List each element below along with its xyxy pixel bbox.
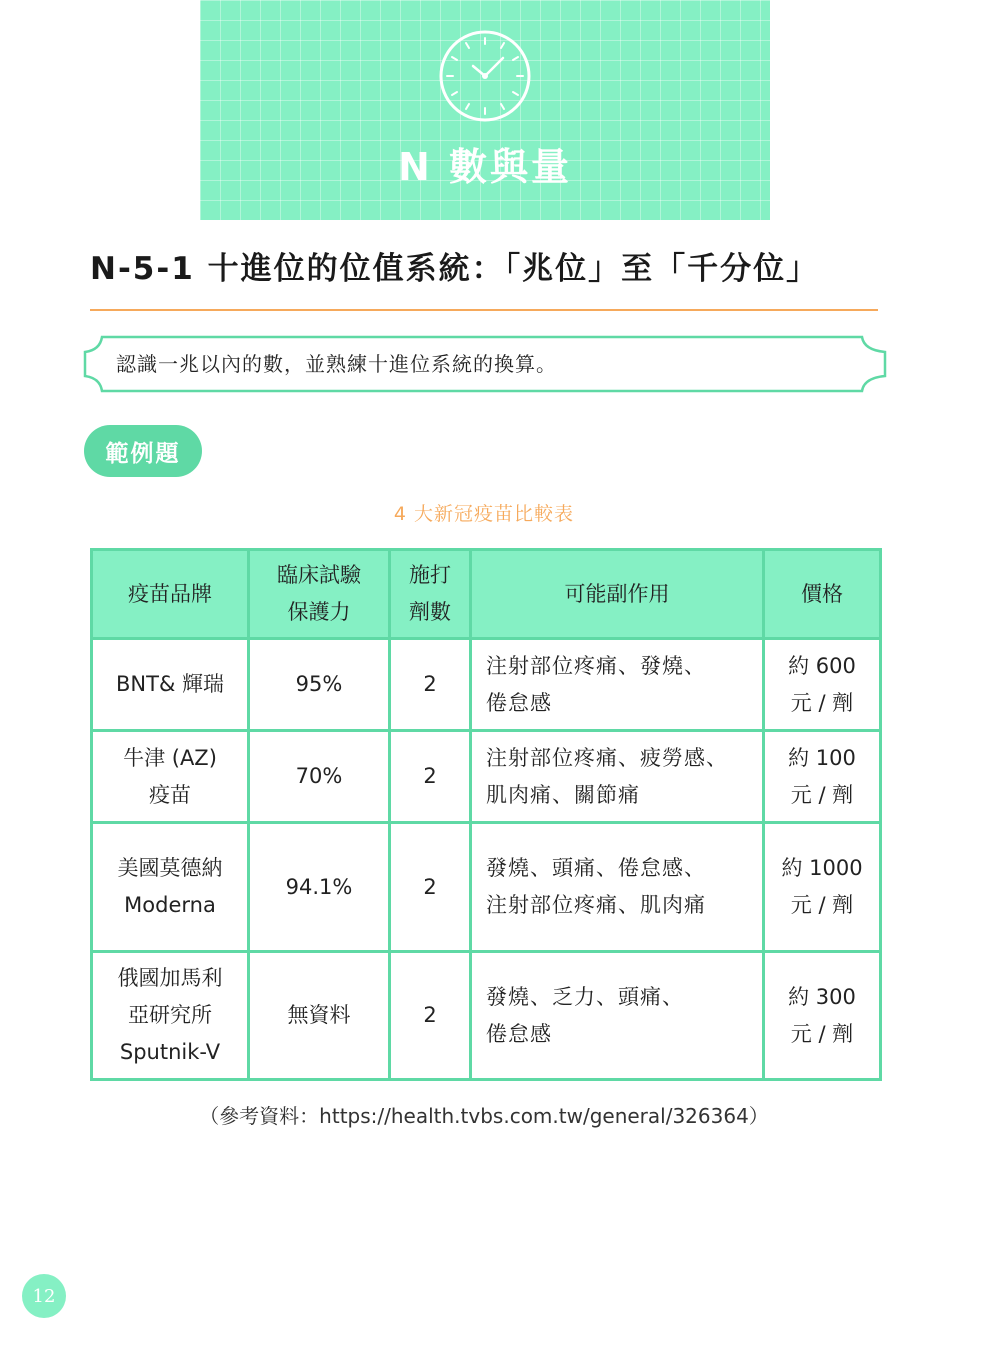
chapter-title: N 數與量 xyxy=(397,145,573,189)
learning-objective: 認識一兆以內的數，並熟練十進位系統的換算。 xyxy=(116,352,557,376)
price-cell: 約 600 元 / 劑 xyxy=(764,639,881,731)
reference-note: （參考資料：https://health.tvbs.com.tw/general/326364） xyxy=(199,1104,769,1128)
price-cell: 約 100 元 / 劑 xyxy=(764,731,881,823)
side-effects-cell: 發燒、頭痛、倦怠感、 注射部位疼痛、肌肉痛 xyxy=(471,823,764,952)
doses-cell: 2 xyxy=(390,952,471,1080)
table-row xyxy=(92,731,881,823)
doses-cell: 2 xyxy=(390,639,471,731)
table-caption: 4 大新冠疫苗比較表 xyxy=(393,503,575,525)
page-number: 12 xyxy=(22,1274,66,1318)
efficacy-cell: 95% xyxy=(249,639,390,731)
brand-cell: BNT& 輝瑞 xyxy=(92,639,249,731)
efficacy-cell: 無資料 xyxy=(249,952,390,1080)
brand-cell: 美國莫德納 Moderna xyxy=(92,823,249,952)
efficacy-cell: 70% xyxy=(249,731,390,823)
price-cell: 約 300 元 / 劑 xyxy=(764,952,881,1080)
header-brand: 疫苗品牌 xyxy=(92,550,249,639)
example-badge: 範例題 xyxy=(84,425,202,477)
efficacy-cell: 94.1% xyxy=(249,823,390,952)
side-effects-cell: 注射部位疼痛、疲勞感、 肌肉痛、關節痛 xyxy=(471,731,764,823)
section-title: N-5-1 十進位的位值系統：「兆位」至「千分位」 xyxy=(90,251,820,287)
vaccine-comparison-table xyxy=(90,548,882,1081)
table-row xyxy=(92,952,881,1080)
side-effects-cell: 發燒、乏力、頭痛、 倦怠感 xyxy=(471,952,764,1080)
chapter-header xyxy=(200,0,770,220)
header-doses: 施打 劑數 xyxy=(390,550,471,639)
doses-cell: 2 xyxy=(390,823,471,952)
table-header-row xyxy=(92,550,881,639)
header-side-effects: 可能副作用 xyxy=(471,550,764,639)
side-effects-cell: 注射部位疼痛、發燒、 倦怠感 xyxy=(471,639,764,731)
header-price: 價格 xyxy=(764,550,881,639)
table-row xyxy=(92,639,881,731)
clock-icon xyxy=(437,30,533,126)
brand-cell: 牛津 (AZ) 疫苗 xyxy=(92,731,249,823)
header-efficacy: 臨床試驗 保護力 xyxy=(249,550,390,639)
price-cell: 約 1000 元 / 劑 xyxy=(764,823,881,952)
doses-cell: 2 xyxy=(390,731,471,823)
table-row xyxy=(92,823,881,952)
divider xyxy=(90,309,878,311)
brand-cell: 俄國加馬利 亞研究所 Sputnik-V xyxy=(92,952,249,1080)
